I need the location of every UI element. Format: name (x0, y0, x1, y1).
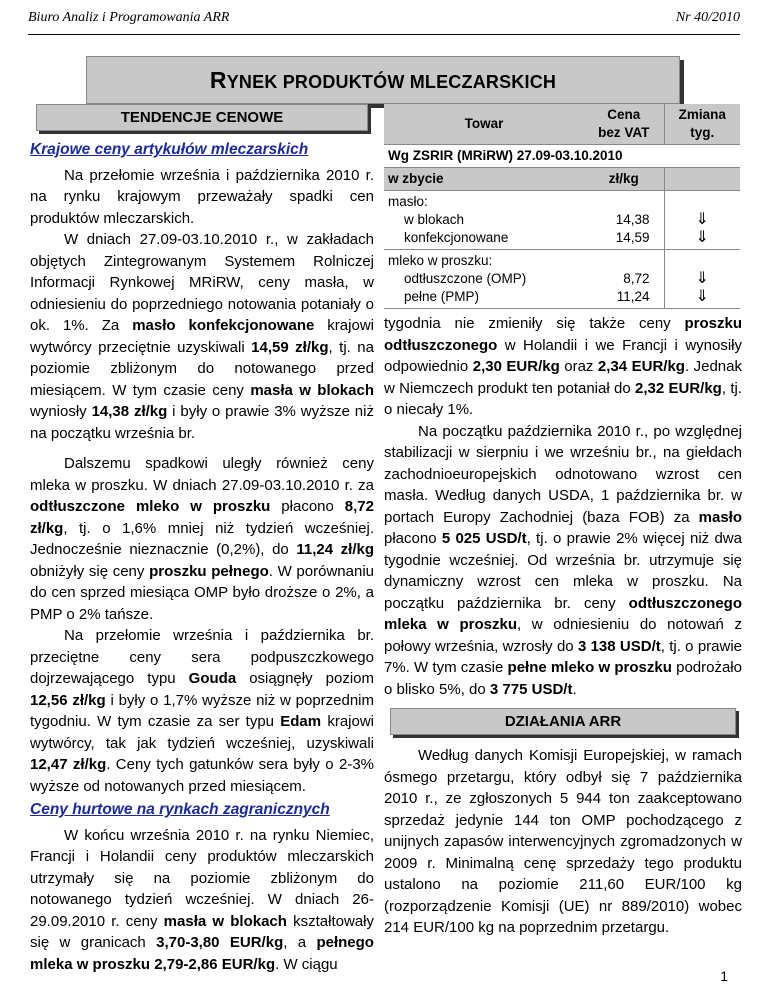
category-mleko: mleko w proszku: odtłuszczone (OMP) pełne (PMP) (384, 250, 584, 309)
unit-label: w zbycie (384, 168, 584, 191)
category-maslo: masło: w blokach konfekcjonowane (384, 191, 584, 250)
paragraph-4: Na przełomie września i października br. przeciętne ceny sera podpuszczkowego dojrzewającego typu Gouda osiągnęły poziom 12,56 zł/kg i były o 1,7% wyższe niż w poprzednim tygodniu. W tym czasie za ser typu Edam krajowi wytwórcy, tak jak tydzień wcześniej, uzyskiwali 12,47 zł/kg. Ceny tych gatunków sera były o 2-3% wyższe od notowanych przed miesiącem. (30, 627, 375, 795)
title-rest: YNEK PRODUKTÓW MLECZARSKICH (226, 71, 557, 92)
paragraph-r3: Według danych Komisji Europejskiej, w ramach ósmego przetargu, który odbył się 7 października 2010 r., ze zgłoszonych 5 944 ton zaakceptowano sprzedaż jedynie 144 ton OMP pochodzącego z unijnych zapasów interwencyjnych zgromadzonych w 2009 r. Minimalną cenę sprzedaży tego produktu ustalono na poziomie 211,60 EUR/100 kg (rozporządzenie Komisji (UE) nr 889/2010) wobec 214 EUR/100 kg na poprzednim przetargu. (384, 747, 742, 936)
price-table (384, 104, 740, 309)
paragraph-2: W dniach 27.09-03.10.2010 r., w zakładach objętych Zintegrowanym Systemem Rolniczej Informacji Rynkowej MRiRW, ceny masła, w odniesieniu do poprzedniego notowania potaniały o ok. 1%. Za masło konfekcjonowane krajowi wytwórcy przeciętnie uzyskiwali 14,59 zł/kg, tj. na poziomie zbliżonym do notowanego przed miesiącem. W tym czasie ceny masła w blokach wyniosły 14,38 zł/kg i były o prawie 3% wyższe niż na początku września br. (30, 231, 374, 442)
paragraph-r2: Na początku października 2010 r., po względnej stabilizacji w sierpniu i we wrześniu br., na giełdach zachodnioeuropejskich odnotowano wzrost cen masła. Według danych USDA, 1 października br. w portach Europy Zachodniej (baza FOB) za masło płacono 5 025 USD/t, tj. o prawie 2% więcej niż dwa tygodnie wcześniej. Od września br. utrzymuje się dynamiczny wzrost cen mleka w proszku. Na początku października br. ceny odtłuszczonego mleka w proszku, w odniesieniu do notowań z połowy września, wzrosły do 3 138 USD/t, tj. o prawie 7%. W tym czasie pełne mleko w proszku podrożało o blisko 5%, do 3 775 USD/t. (384, 422, 743, 698)
table-row (384, 250, 740, 309)
table-row (384, 191, 740, 250)
running-header-left: Biuro Analiz i Programowania ARR (28, 10, 230, 25)
change-maslo (664, 191, 740, 250)
page-number: 1 (720, 968, 728, 984)
table-row-group (384, 145, 740, 168)
price-maslo: 14,38 14,59 (584, 191, 664, 250)
subheading-krajowe: Krajowe ceny artykułów mleczarskich (30, 141, 309, 158)
section-heading-dzialania: DZIAŁANIA ARR (390, 708, 736, 735)
col-header-zmiana: Zmiana tyg. (664, 104, 740, 145)
col-header-cena: Cena bez VAT (584, 104, 664, 145)
subheading-hurtowe: Ceny hurtowe na rynkach zagranicznych (30, 801, 330, 818)
section-heading-tendencje: TENDENCJE CENOWE (36, 104, 368, 131)
price-mleko: 8,72 11,24 (584, 250, 664, 309)
down-arrow-icon: ⇓ (695, 229, 709, 246)
table-row-unit (384, 168, 740, 191)
col-header-towar: Towar (384, 104, 584, 145)
table-header-row (384, 104, 740, 145)
down-arrow-icon: ⇓ (695, 211, 709, 228)
paragraph-5: W końcu września 2010 r. na rynku Niemiec, Francji i Holandii ceny produktów mleczarskich utrzymały się na poziomie zbliżonym do notowanego tydzień wcześniej. W dniach 26-29.09.2010 r. ceny masła w blokach kształtowały się w granicach 3,70-3,80 EUR/kg, a pełnego mleka w proszku 2,79-2,86 EUR/kg. W ciągu (30, 826, 374, 973)
down-arrow-icon: ⇓ (695, 288, 709, 305)
left-column (30, 104, 374, 975)
header-rule (28, 34, 740, 35)
group-label: Wg ZSRIR (MRiRW) 27.09-03.10.2010 (384, 145, 740, 168)
paragraph-r1: tygodnia nie zmieniły się także ceny proszku odtłuszczonego w Holandii i we Francji i wynosiły odpowiednio 2,30 EUR/kg oraz 2,34 EUR/kg. Jednak w Niemczech produkt ten potaniał do 2,32 EUR/kg, tj. o niecały 1%. (384, 315, 742, 418)
change-mleko (664, 250, 740, 309)
running-header-right: Nr 40/2010 (675, 10, 740, 25)
right-column (384, 104, 742, 939)
down-arrow-icon: ⇓ (695, 270, 709, 287)
page-title (86, 56, 680, 104)
paragraph-3: Dalszemu spadkowi uległy również ceny mleka w proszku. W dniach 27.09-03.10.2010 r. za odtłuszczone mleko w proszku płacono 8,72 zł/kg, tj. o 1,6% mniej niż tydzień wcześniej. Jednocześnie nieznacznie (0,2%), do 11,24 zł/kg obniżyły się ceny proszku pełnego. W porównaniu do cen sprzed miesiąca OMP było droższe o 2%, a PMP o 2% tańsze. (30, 455, 375, 623)
unit-value: zł/kg (584, 168, 664, 191)
title-initial: R (209, 66, 227, 93)
paragraph-1: Na przełomie września i października 2010 r. na rynku krajowym przeważały spadki cen produktów mleczarskich. (30, 166, 374, 227)
